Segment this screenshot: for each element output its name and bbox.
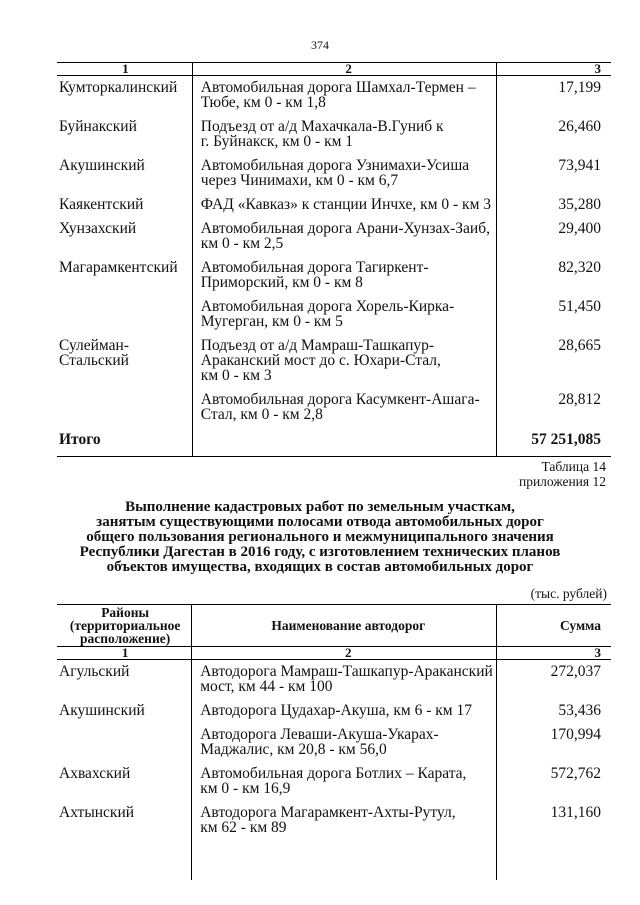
units-label: (тыс. рублей) (530, 586, 607, 601)
section-title: Выполнение кадастровых работ по земельным участкам, занятым существующими полосами отвода автомобильных дорог общего пользования регионального и межмуниципального значения Республики Дагестан в 2016 году, с изготовлением технических планов объектов имущества, входящих в состав автомобильных дорог (79, 499, 561, 575)
road-name-line: Автомобильная дорога Шамхал-Термен – (200, 79, 476, 96)
table-row (57, 158, 611, 197)
page-number: 374 (311, 38, 329, 52)
road-name-cell (192, 727, 497, 766)
district-cell (57, 299, 192, 338)
table-row (57, 766, 611, 805)
district-cell: Хунзахский (59, 220, 137, 237)
road-name-line: км 0 - км 16,9 (200, 780, 291, 797)
road-name-cell (192, 197, 497, 221)
sum-cell: 28,665 (497, 338, 611, 392)
road-name-line: Автомобильная дорога Тагиркент- (200, 259, 429, 276)
road-name-cell (192, 766, 497, 805)
road-name-cell (192, 119, 497, 158)
table-2-column-numbers (57, 647, 611, 660)
table-row (57, 727, 611, 766)
table-2 (57, 604, 611, 880)
road-name-line: через Чинимахи, км 0 - км 6,7 (200, 172, 399, 189)
road-name-line: Автодорога Магарамкент-Ахты-Рутул, (200, 804, 456, 821)
district-cell: Акушинский (59, 702, 145, 719)
header-road-names: Наименование автодорог (192, 605, 497, 647)
district-cell: Акушинский (59, 157, 145, 174)
road-name-cell (192, 805, 497, 844)
road-name-line: Маджалис, км 20,8 - км 56,0 (200, 741, 387, 758)
sum-cell: 35,280 (497, 197, 611, 221)
road-name-cell (192, 76, 497, 120)
road-name-cell (192, 660, 497, 704)
road-name-line: Подъезд от а/д Махачкала-В.Гуниб к (200, 118, 444, 135)
table-row (57, 703, 611, 727)
district-cell: Сулейман- Стальский (59, 337, 129, 369)
sum-cell: 170,994 (497, 727, 611, 766)
table-caption (519, 459, 606, 489)
road-name-line: Автомобильная дорога Арани-Хунзах-Заиб, (200, 220, 490, 237)
col-number-2: 2 (192, 647, 497, 660)
sum-cell: 28,812 (497, 392, 611, 431)
sum-cell: 82,320 (497, 260, 611, 299)
table-row (57, 76, 611, 120)
header-sum: Сумма (497, 605, 611, 647)
table-row (57, 197, 611, 221)
road-name-cell (192, 221, 497, 260)
total-label: Итого (57, 431, 192, 457)
sum-cell: 17,199 (497, 76, 611, 120)
header-districts: Районы (территориальное расположение) (57, 605, 192, 647)
road-name-line: Мугерган, км 0 - км 5 (200, 313, 343, 330)
district-cell: Кумторкалинский (59, 79, 178, 96)
sum-cell: 29,400 (497, 221, 611, 260)
total-row (57, 431, 611, 457)
road-name-cell (192, 703, 497, 727)
table-2-header (57, 605, 611, 647)
sum-cell: 51,450 (497, 299, 611, 338)
district-cell: Буйнакский (59, 118, 137, 135)
table-row (57, 392, 611, 431)
table-row (57, 338, 611, 392)
table-row (57, 260, 611, 299)
table-row (57, 119, 611, 158)
col-number-1: 1 (57, 63, 192, 76)
sum-cell: 53,436 (497, 703, 611, 727)
table-1-column-numbers (57, 63, 611, 76)
table-row (57, 221, 611, 260)
road-name-line: ФАД «Кавказ» к станции Инчхе, км 0 - км 3 (200, 196, 492, 213)
col-number-3: 3 (497, 63, 611, 76)
table-row (57, 660, 611, 704)
road-name-line: км 0 - км 2,5 (200, 235, 284, 252)
sum-cell: 26,460 (497, 119, 611, 158)
sum-cell: 572,762 (497, 766, 611, 805)
sum-cell: 73,941 (497, 158, 611, 197)
district-cell: Ахвахский (59, 765, 131, 782)
district-cell (57, 727, 192, 766)
road-name-line: Автомобильная дорога Узнимахи-Усиша (200, 157, 470, 174)
table-row (57, 805, 611, 844)
district-cell (57, 392, 192, 431)
road-name-line: Автодорога Мамраш-Ташкапур-Араканский (200, 663, 493, 680)
road-name-line: Араканский мост до с. Юхари-Стал, (200, 352, 441, 369)
road-name-line: Автомобильная дорога Хорель-Кирка- (200, 298, 455, 315)
table-row (57, 299, 611, 338)
road-name-line: Автодорога Леваши-Акуша-Укарах- (200, 726, 439, 743)
district-cell: Ахтынский (59, 804, 135, 821)
col-number-3: 3 (497, 647, 611, 660)
sum-cell: 131,160 (497, 805, 611, 844)
table-caption-line-2: приложения 12 (518, 474, 606, 489)
district-cell: Агульский (59, 663, 130, 680)
road-name-cell (192, 299, 497, 338)
col-number-1: 1 (57, 647, 192, 660)
road-name-line: км 0 - км 3 (200, 367, 272, 384)
col-number-2: 2 (192, 63, 497, 76)
road-name-cell (192, 338, 497, 392)
road-name-line: мост, км 44 - км 100 (200, 678, 333, 695)
district-cell: Каякентский (59, 196, 144, 213)
table-caption-line-1: Таблица 14 (541, 459, 606, 474)
total-value: 57 251,085 (497, 431, 611, 457)
sum-cell: 272,037 (497, 660, 611, 704)
table-1 (57, 62, 611, 457)
road-name-line: г. Буйнакск, км 0 - км 1 (200, 133, 354, 150)
road-name-line: Автодорога Цудахар-Акуша, км 6 - км 17 (200, 702, 472, 719)
district-cell: Магарамкентский (59, 259, 178, 276)
road-name-line: км 62 - км 89 (200, 819, 287, 836)
road-name-line: Тюбе, км 0 - км 1,8 (200, 94, 326, 111)
road-name-cell (192, 392, 497, 431)
road-name-line: Приморский, км 0 - км 8 (200, 274, 363, 291)
road-name-line: Автомобильная дорога Касумкент-Ашага- (200, 391, 480, 408)
road-name-cell (192, 158, 497, 197)
road-name-line: Подъезд от а/д Мамраш-Ташкапур- (200, 337, 435, 354)
road-name-line: Стал, км 0 - км 2,8 (200, 406, 323, 423)
road-name-line: Автомобильная дорога Ботлих – Карата, (200, 765, 467, 782)
road-name-cell (192, 260, 497, 299)
